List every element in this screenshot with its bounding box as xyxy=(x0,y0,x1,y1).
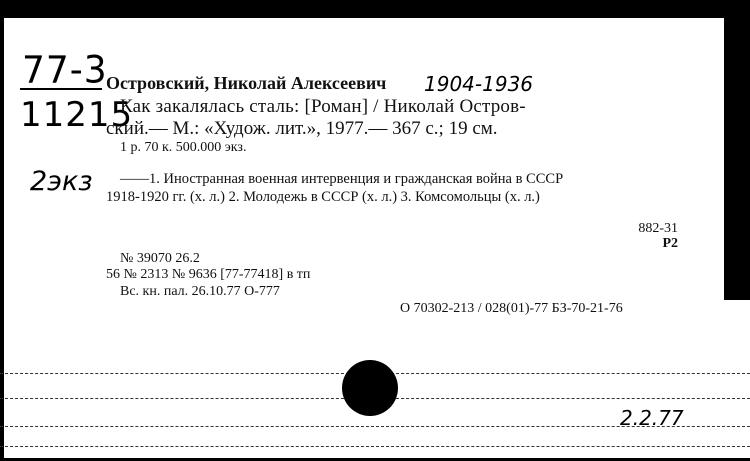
left-scan-edge xyxy=(0,0,4,461)
subjects-line-2: 1918-1920 гг. (х. л.) 2. Молодежь в СССР (х. л.) 3. Комсомольцы (х. л.) xyxy=(106,189,540,205)
classification-code-2: Р2 xyxy=(662,236,678,251)
author-heading: Островский, Николай Алексеевич xyxy=(106,73,387,93)
punch-hole xyxy=(342,360,398,416)
title-line-1: Как закалялась сталь: [Роман] / Николай Остров- xyxy=(120,96,526,117)
order-number-3: Вс. кн. пал. 26.10.77 О-777 xyxy=(120,284,280,299)
underline-mark xyxy=(20,88,102,90)
order-number-1: № 39070 26.2 xyxy=(120,251,200,266)
ruling-line xyxy=(0,446,750,447)
classification-code: 882-31 xyxy=(638,221,678,236)
price-line: 1 р. 70 к. 500.000 экз. xyxy=(120,140,247,155)
handwritten-signature: 2.2.77 xyxy=(620,406,684,430)
handwritten-call-number-bottom: 11215 xyxy=(20,95,134,135)
title-line-2: ский.— М.: «Худож. лит.», 1977.— 367 с.; 19 см. xyxy=(106,118,498,139)
subjects-line-1: ——1. Иностранная военная интервенция и гражданская война в СССР xyxy=(120,171,564,187)
handwritten-call-number-top: 77-3 xyxy=(22,48,108,93)
top-scan-edge xyxy=(0,0,750,18)
right-scan-edge xyxy=(724,0,750,300)
publisher-code: О 70302-213 / 028(01)-77 БЗ-70-21-76 xyxy=(400,301,623,316)
order-number-2: 56 № 2313 № 9636 [77-77418] в тп xyxy=(106,267,311,282)
handwritten-copies-mark: 2экз xyxy=(30,166,93,197)
handwritten-years: 1904-1936 xyxy=(424,72,534,96)
